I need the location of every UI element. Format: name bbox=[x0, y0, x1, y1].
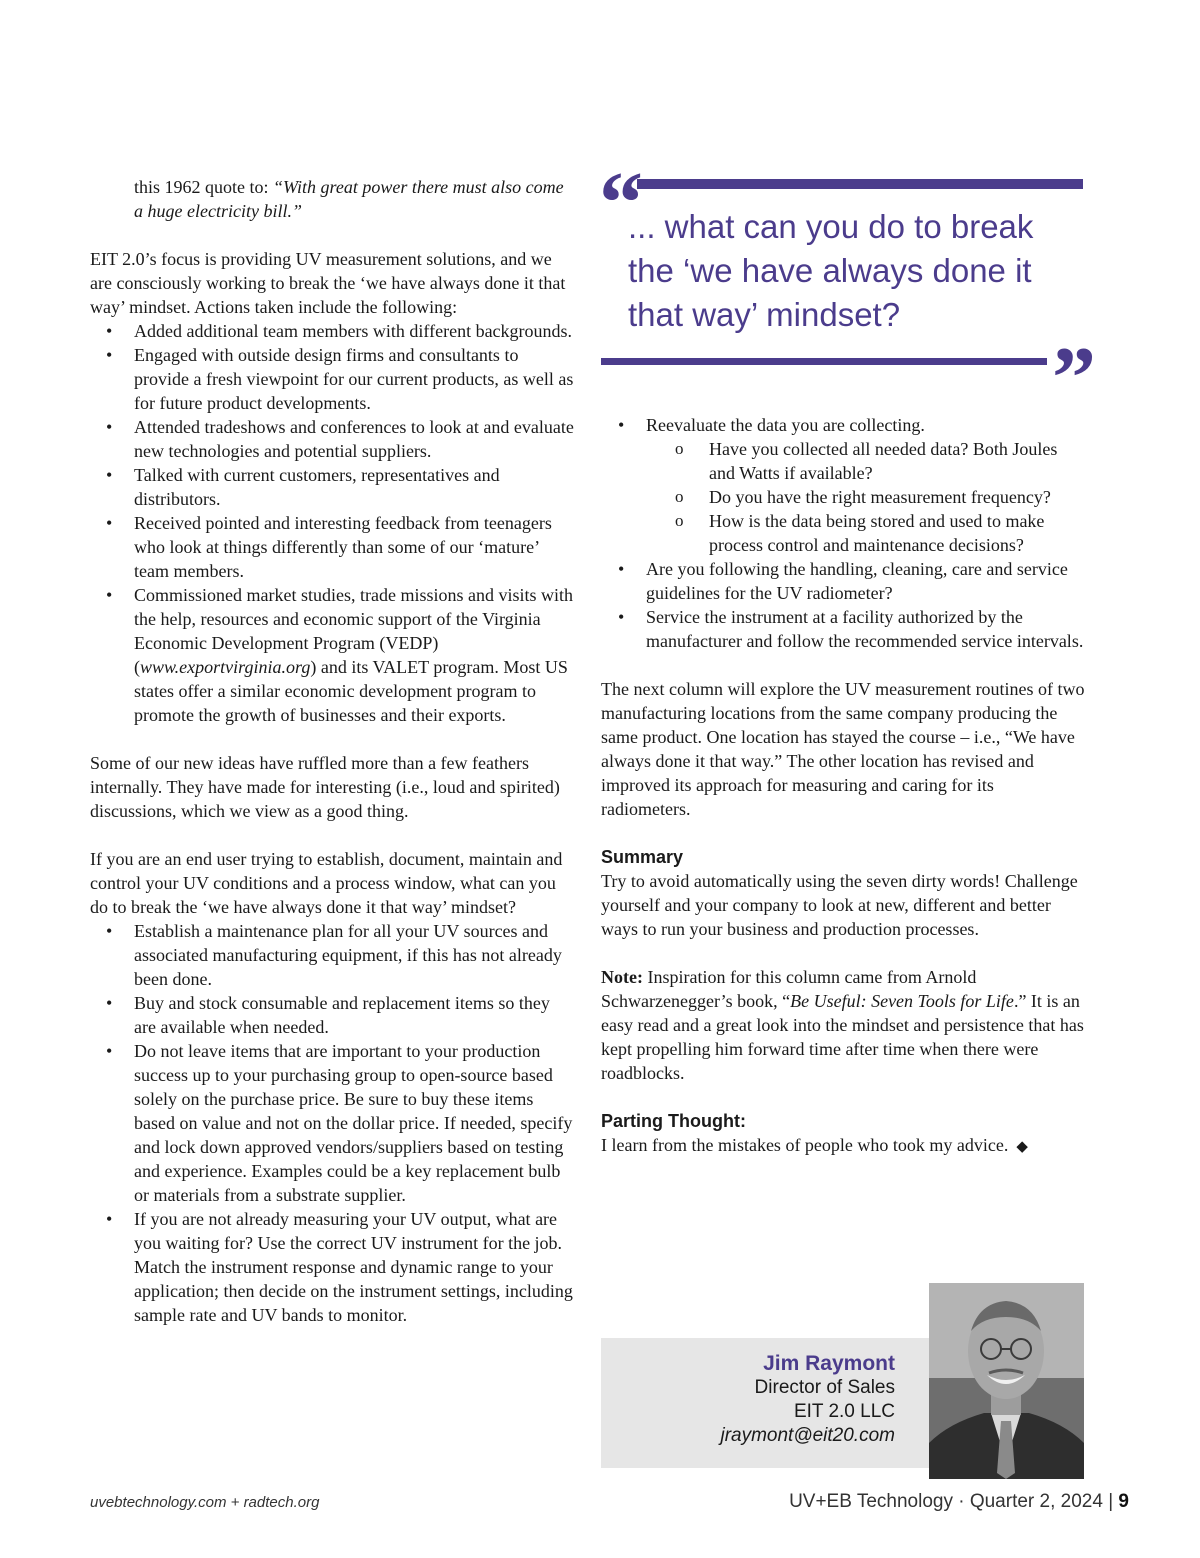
intro-paragraph: EIT 2.0’s focus is providing UV measurement solutions, and we are consciously working to break the ‘we have always done it that way’ mindset. Actions taken include the following: bbox=[90, 249, 566, 317]
pullquote-text: ... what can you do to break the ‘we have always done it that way’ mindset? bbox=[628, 208, 1034, 333]
exportvirginia-link[interactable]: www.exportvirginia.org bbox=[140, 657, 311, 677]
publication-info: UV+EB Technology · Quarter 2, 2024 | bbox=[789, 1491, 1119, 1512]
note-label: Note: bbox=[601, 967, 643, 987]
list-item: • Are you following the handling, cleaning, care and service guidelines for the UV radiometer? bbox=[601, 557, 1086, 605]
left-column bbox=[90, 175, 575, 1327]
list-item: • Establish a maintenance plan for all your UV sources and associated manufacturing equipment, if this has not already been done. bbox=[90, 919, 575, 991]
list-item bbox=[90, 583, 575, 727]
sub-list-item: o Have you collected all needed data? Both Joules and Watts if available? bbox=[646, 437, 1086, 485]
list-item: • Attended tradeshows and conferences to look at and evaluate new technologies and potential suppliers. bbox=[90, 415, 575, 463]
list-item: • Talked with current customers, representatives and distributors. bbox=[90, 463, 575, 511]
open-quote-mark: “ bbox=[599, 155, 643, 252]
parting-text: I learn from the mistakes of people who took my advice. bbox=[601, 1135, 1009, 1155]
tips-list bbox=[90, 919, 575, 1327]
parting-heading: Parting Thought: bbox=[601, 1111, 746, 1131]
quote-lead: this 1962 quote to: bbox=[134, 177, 273, 197]
feathers-paragraph: Some of our new ideas have ruffled more than a few feathers internally. They have made for interesting (i.e., loud and spirited) discussions, which we view as a good thing. bbox=[90, 753, 560, 821]
pullquote-top-bar bbox=[637, 179, 1083, 189]
quote-paragraph bbox=[134, 175, 575, 223]
end-mark-icon: ◆ bbox=[1016, 1137, 1028, 1155]
list-item: • Buy and stock consumable and replacement items so they are available when needed. bbox=[90, 991, 575, 1039]
summary-heading: Summary bbox=[601, 847, 684, 867]
summary-paragraph: Try to avoid automatically using the seven dirty words! Challenge yourself and your company to look at new, different and better ways to run your business and production processes. bbox=[601, 871, 1078, 939]
right-column bbox=[601, 413, 1086, 1158]
footer-publication bbox=[789, 1491, 1129, 1513]
author-box bbox=[601, 1338, 933, 1468]
list-item: • Service the instrument at a facility authorized by the manufacturer and follow the recommended service intervals. bbox=[601, 605, 1086, 653]
sub-list-item: o Do you have the right measurement frequency? bbox=[646, 485, 1086, 509]
list-item-text: Commissioned market studies, trade missions and visits with the help, resources and economic support of the Virginia Economic Development Program (VEDP) ( bbox=[134, 585, 573, 677]
author-photo bbox=[929, 1283, 1084, 1479]
author-name: Jim Raymont bbox=[763, 1352, 895, 1375]
parting-paragraph bbox=[601, 1133, 1086, 1158]
actions-list bbox=[90, 319, 575, 727]
list-item-text: Reevaluate the data you are collecting. bbox=[646, 415, 925, 435]
list-item-text: ) and its VALET program. Most US states offer a similar economic development program to promote the growth of businesses and their exports. bbox=[134, 657, 568, 725]
note-paragraph bbox=[601, 965, 1086, 1085]
pullquote-bottom-bar bbox=[601, 358, 1047, 365]
list-item bbox=[601, 413, 1086, 557]
page-number: 9 bbox=[1118, 1491, 1129, 1512]
book-title: Be Useful: Seven Tools for Life bbox=[790, 991, 1014, 1011]
author-info bbox=[720, 1352, 895, 1448]
list-item: • Do not leave items that are important to your production success up to your purchasing group to open-source based solely on the purchase price. Be sure to buy these items based on value and not on the dollar price. If needed, specify and lock down approved vendors/suppliers based on testing and experience. Examples could be a key replacement bulb or materials from a substrate supplier. bbox=[90, 1039, 575, 1207]
list-item: • Engaged with outside design firms and consultants to provide a fresh viewpoint for our current products, as well as for future product developments. bbox=[90, 343, 575, 415]
author-company: EIT 2.0 LLC bbox=[793, 1401, 895, 1422]
next-column-paragraph: The next column will explore the UV measurement routines of two manufacturing locations from the same company producing the same product. One location has stayed the course – i.e., “We have always done it that way.” The other location has revised and improved its approach for measuring and caring for its radiometers. bbox=[601, 679, 1085, 819]
quote-text: “With great power there must also come a huge electricity bill.” bbox=[134, 177, 564, 221]
reevaluate-list bbox=[601, 413, 1086, 653]
author-portrait-icon bbox=[929, 1283, 1084, 1479]
sub-list-item: o How is the data being stored and used to make process control and maintenance decisions? bbox=[646, 509, 1086, 557]
author-email[interactable]: jraymont@eit20.com bbox=[720, 1425, 895, 1446]
end-user-paragraph: If you are an end user trying to establish, document, maintain and control your UV conditions and a process window, what can you do to break the ‘we have always done it that way’ mindset? bbox=[90, 849, 563, 917]
list-item: • If you are not already measuring your UV output, what are you waiting for? Use the correct UV instrument for the job. Match the instrument response and dynamic range to your application; then decide on the instrument settings, including sample rate and UV bands to monitor. bbox=[90, 1207, 575, 1327]
footer-websites: uvebtechnology.com + radtech.org bbox=[90, 1494, 320, 1511]
note-text: Inspiration for this column came from Arnold Schwarzenegger’s book, “ bbox=[601, 967, 977, 1011]
author-title: Director of Sales bbox=[754, 1377, 895, 1398]
close-quote-mark: ” bbox=[1052, 330, 1096, 427]
sub-list bbox=[646, 437, 1086, 557]
list-item: • Added additional team members with different backgrounds. bbox=[90, 319, 575, 343]
list-item: • Received pointed and interesting feedback from teenagers who look at things differently than some of our ‘mature’ team members. bbox=[90, 511, 575, 583]
note-text: .” It is an easy read and a great look into the mindset and persistence that has kept propelling him forward time after time when there were roadblocks. bbox=[601, 991, 1084, 1083]
